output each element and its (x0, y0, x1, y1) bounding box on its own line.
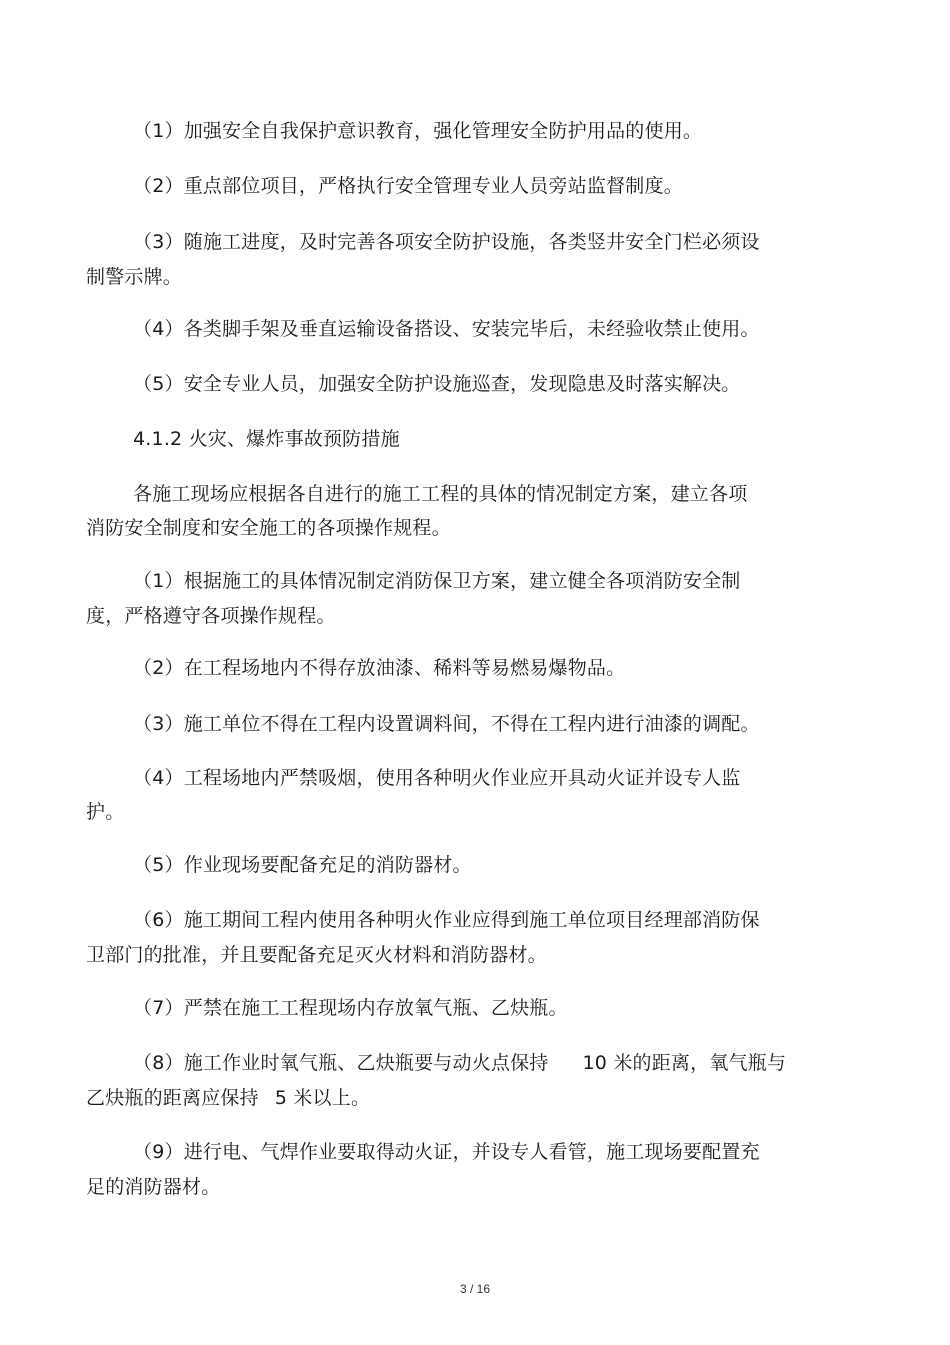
intro-line-1: 各施工现场应根据各自进行的施工工程的具体的情况制定方案，建立各项 (133, 483, 748, 505)
paragraph-1: （1）加强安全自我保护意识教育，强化管理安全防护用品的使用。 (133, 120, 703, 142)
paragraph-3-line-1: （3）随施工进度，及时完善各项安全防护设施，各类竖井安全门栏必须设 (133, 231, 760, 253)
page-number: 3 / 16 (459, 1282, 491, 1296)
item-6-line-2: 卫部门的批准，并且要配备充足灭火材料和消防器材。 (86, 944, 547, 966)
item-3: （3）施工单位不得在工程内设置调料间，不得在工程内进行油漆的调配。 (133, 713, 760, 735)
item-8-text-c: 乙炔瓶的距离应保持 (86, 1087, 259, 1109)
intro-line-2: 消防安全制度和安全施工的各项操作规程。 (86, 517, 451, 539)
paragraph-3-line-2: 制警示牌。 (86, 266, 183, 288)
item-4-line-2: 护。 (86, 801, 125, 823)
item-8-line-1 (133, 1050, 786, 1076)
paragraph-4: （4）各类脚手架及垂直运输设备搭设、安装完毕后，未经验收禁止使用。 (133, 318, 760, 340)
item-8-line-2 (86, 1085, 370, 1111)
section-heading: 4.1.2 火灾、爆炸事故预防措施 (133, 428, 400, 450)
item-1-line-2: 度，严格遵守各项操作规程。 (86, 605, 336, 627)
item-7: （7）严禁在施工工程现场内存放氧气瓶、乙炔瓶。 (133, 997, 568, 1019)
item-6-line-1: （6）施工期间工程内使用各种明火作业应得到施工单位项目经理部消防保 (133, 909, 760, 931)
item-5: （5）作业现场要配备充足的消防器材。 (133, 854, 472, 876)
paragraph-2: （2）重点部位项目，严格执行安全管理专业人员旁站监督制度。 (133, 175, 683, 197)
item-9-line-1: （9）进行电、气焊作业要取得动火证，并设专人看管，施工现场要配置充 (133, 1141, 760, 1163)
item-9-line-2: 足的消防器材。 (86, 1176, 221, 1198)
item-8-text-b: 10 米的距离，氧气瓶与 (582, 1052, 787, 1074)
item-4-line-1: （4）工程场地内严禁吸烟，使用各种明火作业应开具动火证并设专人监 (133, 767, 741, 789)
item-8-text-a: （8）施工作业时氧气瓶、乙炔瓶要与动火点保持 (133, 1052, 549, 1074)
paragraph-5: （5）安全专业人员，加强安全防护设施巡查，发现隐患及时落实解决。 (133, 373, 741, 395)
item-2: （2）在工程场地内不得存放油漆、稀料等易燃易爆物品。 (133, 657, 626, 679)
item-8-text-d: 5 米以上。 (274, 1087, 371, 1109)
item-1-line-1: （1）根据施工的具体情况制定消防保卫方案，建立健全各项消防安全制 (133, 570, 741, 592)
